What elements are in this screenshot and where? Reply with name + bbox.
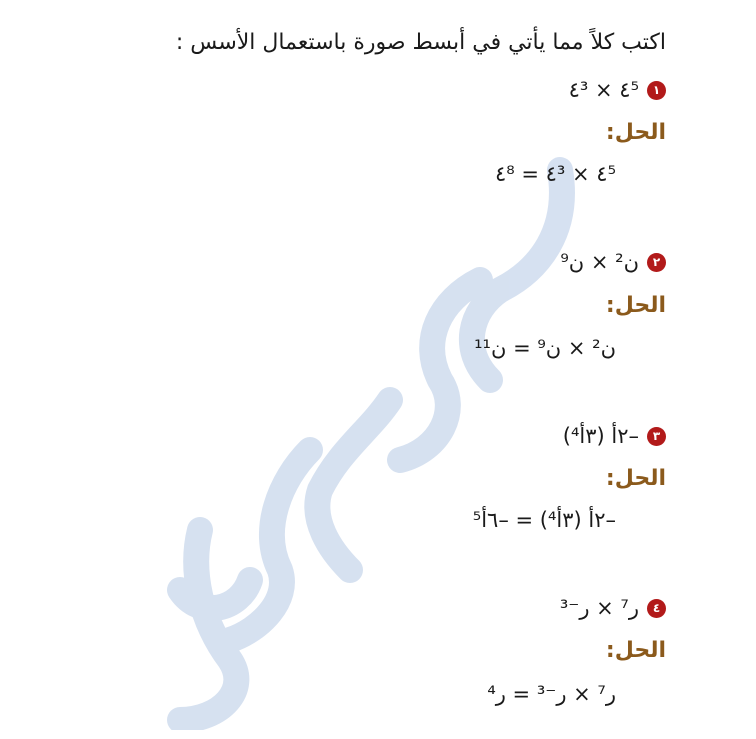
problem-number-badge: ٤ [647,599,666,618]
problem-2 [560,250,666,274]
solution-label: الحل: [605,293,666,318]
problem-4 [560,596,666,620]
solution-expression: ٤⁵ × ٤³ = ٤⁸ [494,162,616,186]
solution-label: الحل: [605,638,666,663]
solution-expression: ر⁷ × ر⁻³ = ر⁴ [487,682,616,706]
problem-3 [563,424,666,448]
problem-expression: ر⁷ × ر⁻³ [559,596,639,620]
problem-expression: –٢أ (٣أ⁴) [562,424,639,448]
problem-expression: ٤⁵ × ٤³ [568,78,639,102]
problem-expression: ن² × ن⁹ [560,250,639,274]
problem-number-badge: ١ [647,81,666,100]
problem-number-badge: ٣ [647,427,666,446]
solution-expression: ن² × ن⁹ = ن¹¹ [474,336,616,360]
solution-label: الحل: [605,120,666,145]
instruction: اكتب كلاً مما يأتي في أبسط صورة باستعمال الأسس : [175,30,666,55]
problem-number-badge: ٢ [647,253,666,272]
solution-label: الحل: [605,466,666,491]
problem-1 [569,78,666,102]
solution-expression: –٢أ (٣أ⁴) = –٦أ⁵ [472,508,616,532]
